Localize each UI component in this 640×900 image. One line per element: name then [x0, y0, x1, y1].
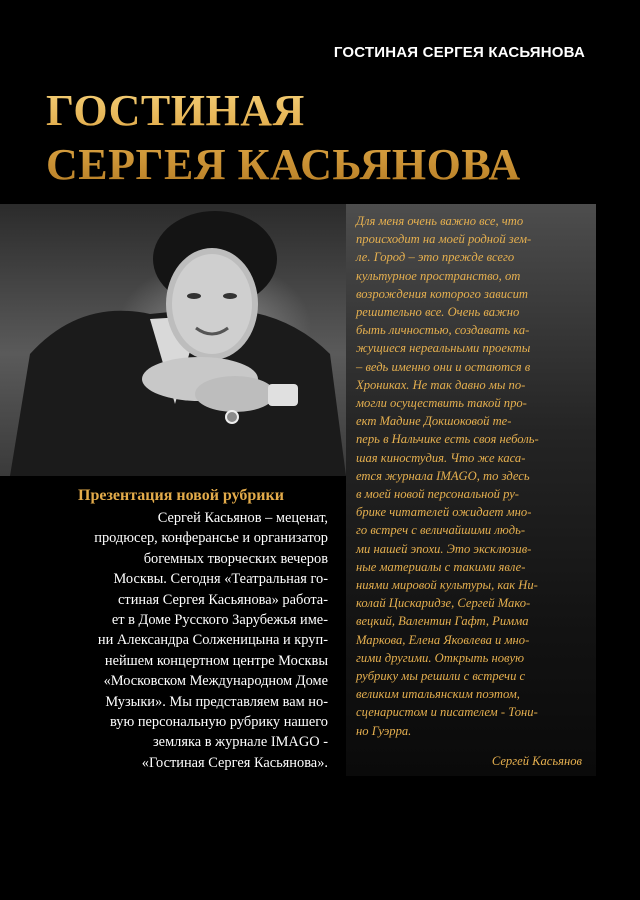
running-header: ГОСТИНАЯ СЕРГЕЯ КАСЬЯНОВА [333, 44, 585, 61]
portrait-photo [0, 204, 346, 476]
intro-paragraph: Сергей Касьянов – меценат, продюсер, конферансье и организатор богемных творческих вечеров Москвы. Сегодня «Театральная го- стиная Сергея Касьянова» работа- ет в Доме Русского Зарубежья име- ни Александра Солженицына и круп- нейшем концертном центре Москвы «Московском Международном Доме Музыки». Мы представляем вам но- вую персональную рубрику нашего земляка в журнале IMAGO - «Гостиная Сергея Касьянова». [94, 510, 328, 771]
title-line-2: СЕРГЕЯ КАСЬЯНОВА [46, 140, 521, 189]
quote-text: Для меня очень важно все, что происходит на моей родной зем- ле. Город – это прежде всего культурное пространство, от возрождения которого зависит решительно все. Очень важно быть личностью, создавать ка- жущиеся нереальными проекты – ведь именно они и остаются в Хрониках. Не так давно мы по- могли осуществить такой про- ект Мадине Докшоковой те- перь в Нальчике есть своя неболь- шая киностудия. Что же каса- ется журнала IMAGO, то здесь в моей новой персональной ру- брике читателей ожидает мно- го встреч с величайшими людь- ми нашей эпохи. Это эксклюзив- ные материалы с такими явле- ниями мировой культуры, как Ни- колай Цискаридзе, Сергей Мако- вецкий, Валентин Гафт, Римма Маркова, Елена Яковлева и мно- гими другими. Открыть новую рубрику мы решили с встречи с великим итальянским поэтом, сценаристом и писателем - Тони- но Гуэрра. [356, 214, 539, 738]
page-title [46, 84, 521, 192]
rubric-heading: Презентация новой рубрики [78, 487, 284, 504]
quote-signature: Сергей Касьянов [491, 754, 582, 768]
title-line-1: ГОСТИНАЯ [46, 86, 305, 135]
portrait-illustration [0, 204, 346, 476]
